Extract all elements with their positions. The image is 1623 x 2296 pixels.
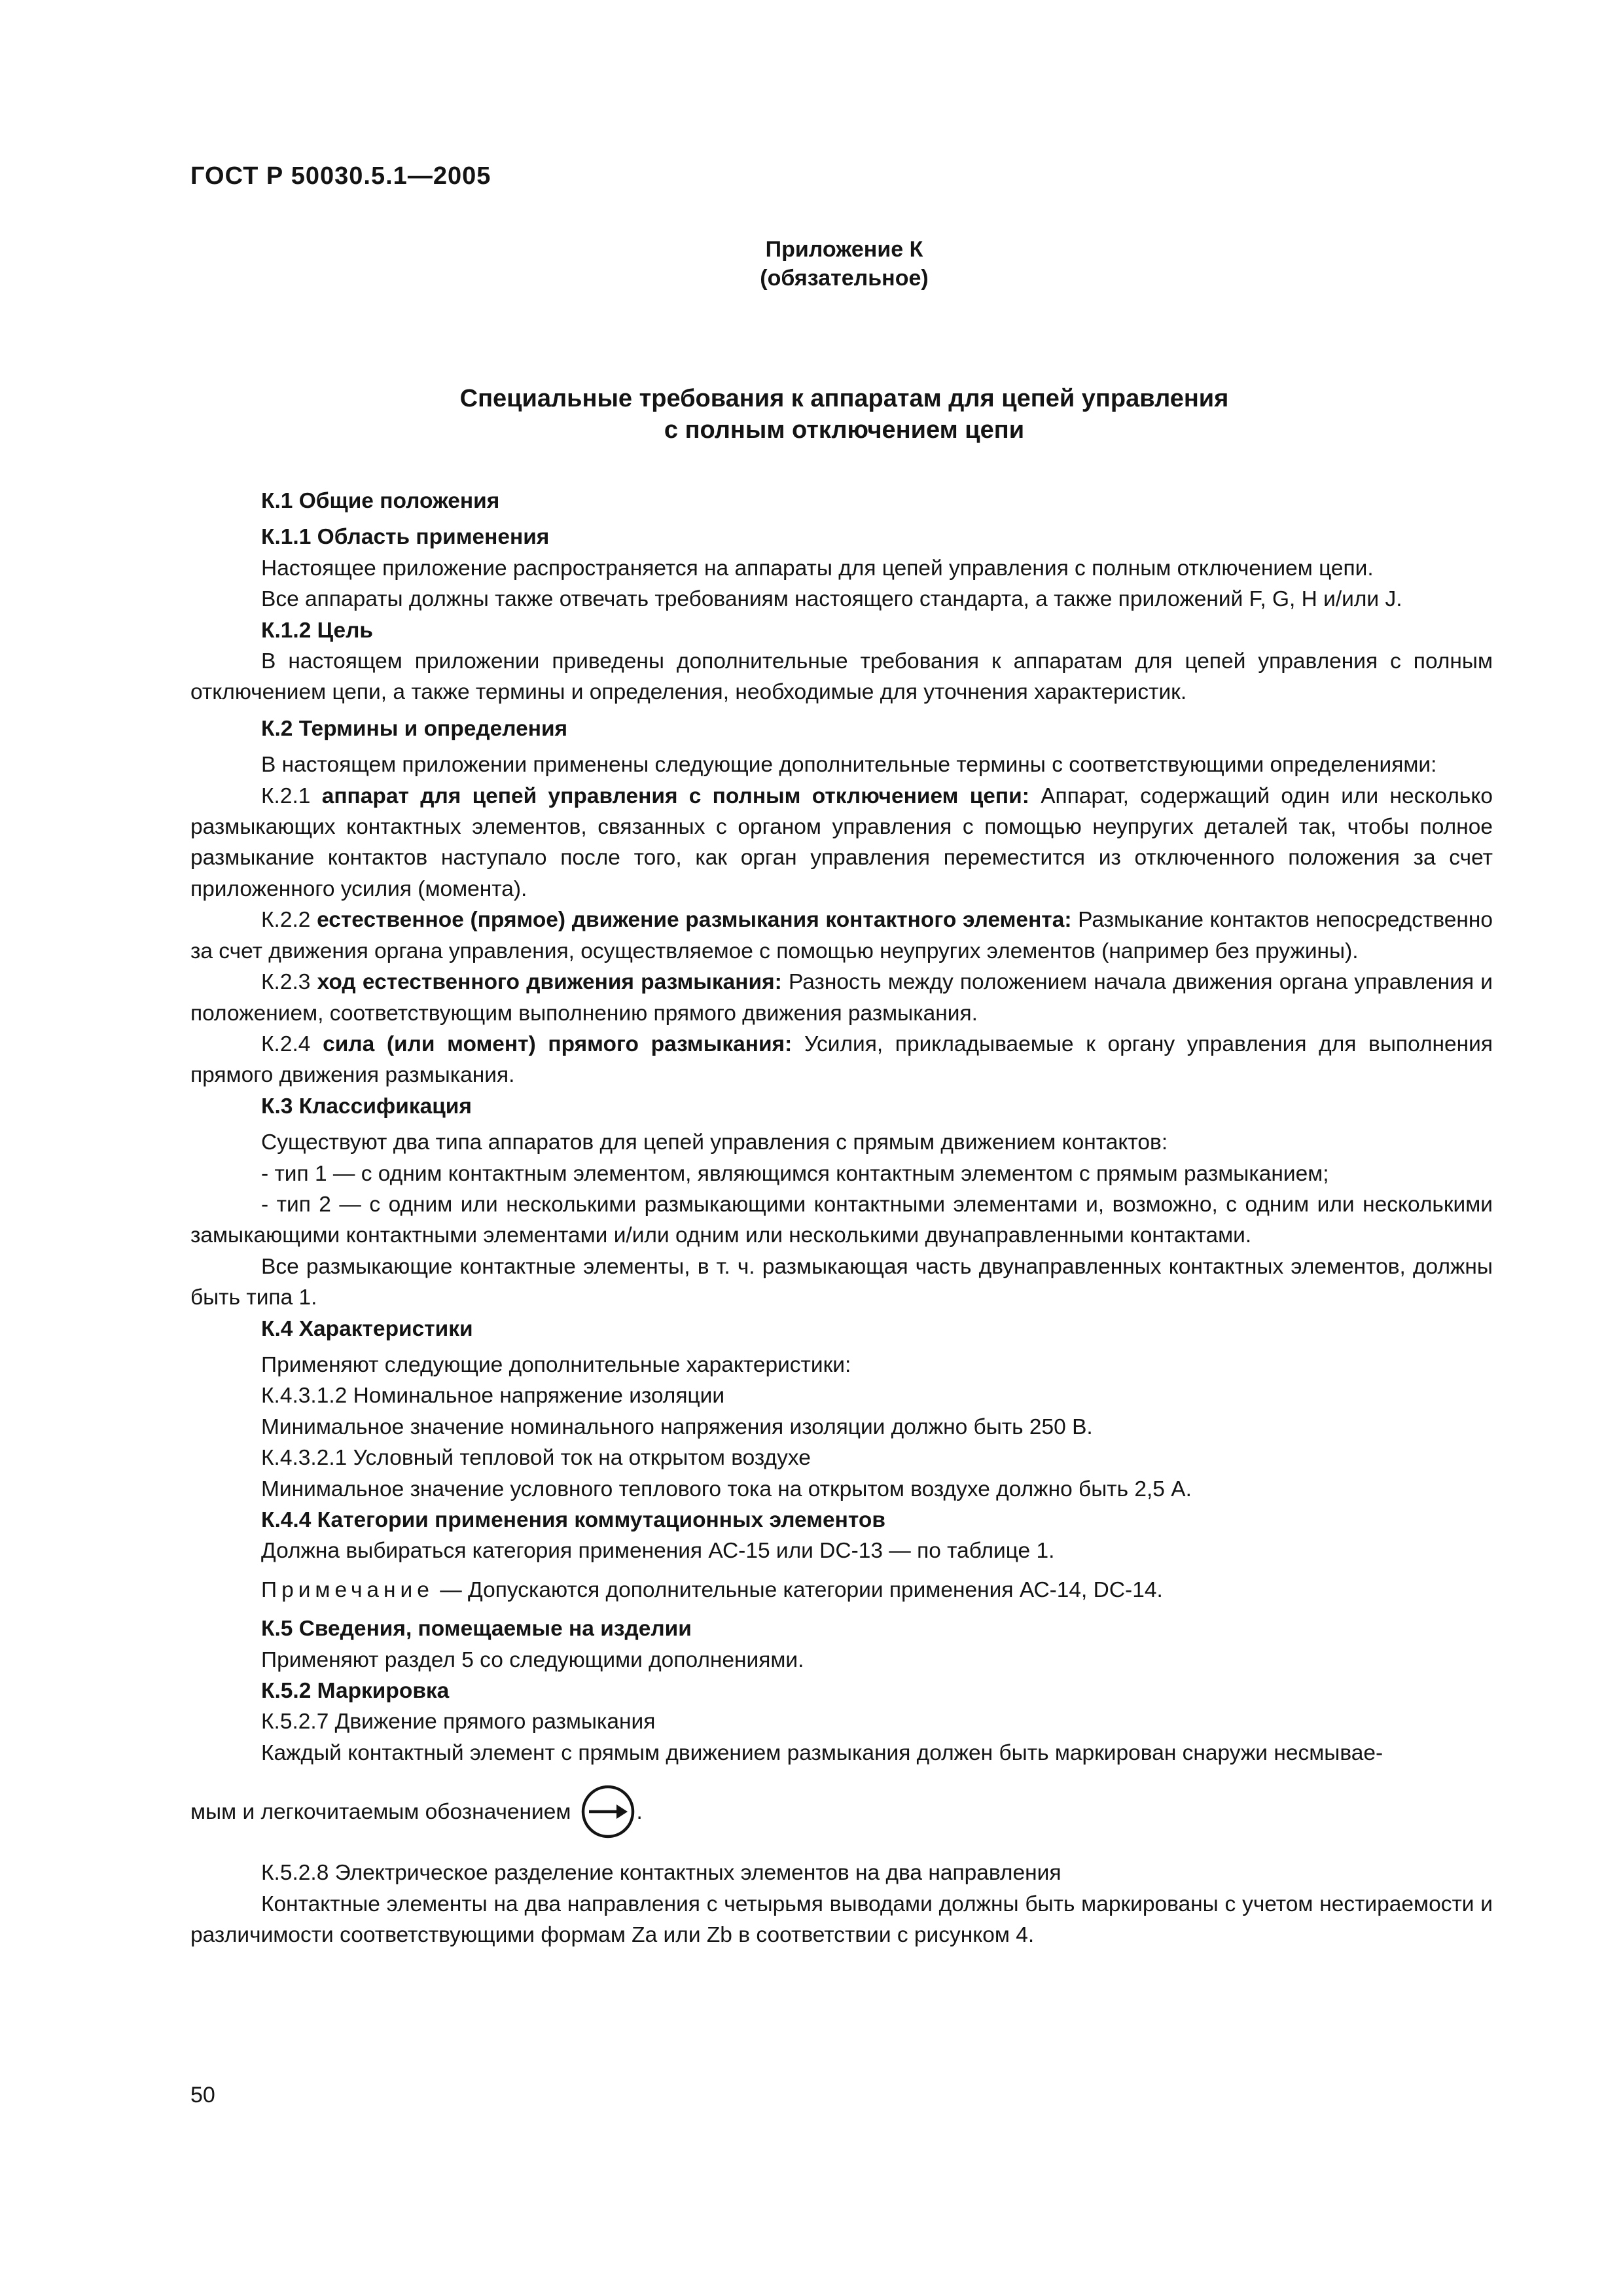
paragraph: Все аппараты должны также отвечать требованиям настоящего стандарта, а также приложений F, G, H и/или J. bbox=[261, 587, 1402, 612]
term-name: сила (или момент) прямого размыкания: bbox=[323, 1031, 793, 1056]
paragraph-end: . bbox=[636, 1799, 643, 1824]
term-name: ход естественного движения размыкания: bbox=[317, 970, 782, 995]
marking-symbol-line bbox=[190, 1771, 1493, 1852]
document-code: ГОСТ Р 50030.5.1—2005 bbox=[190, 162, 491, 190]
subclause-title: К.4.3.2.1 Условный тепловой ток на открытом воздухе bbox=[261, 1446, 811, 1471]
paragraph: Каждый контактный элемент с прямым движением размыкания должен быть маркирован снаружи несмывае- bbox=[261, 1740, 1383, 1765]
page-number: 50 bbox=[190, 2083, 215, 2108]
term-number: К.2.3 bbox=[261, 970, 311, 995]
paragraph: Применяют раздел 5 со следующими дополнениями. bbox=[261, 1647, 804, 1672]
paragraph: В настоящем приложении приведены дополнительные требования к аппаратам для цепей управления с полным отключением цепи, а также термины и определения, необходимые для уточнения характеристик. bbox=[190, 649, 1493, 705]
section-heading-k5: К.5 Сведения, помещаемые на изделии bbox=[261, 1617, 692, 1641]
positive-opening-arrow-icon bbox=[580, 1784, 636, 1840]
term-text: Усилия, прикладываемые к органу управления для выполнения прямого движения размыкания. bbox=[190, 1031, 1493, 1088]
paragraph: В настоящем приложении применены следующие дополнительные термины с соответствующими определениями: bbox=[261, 753, 1437, 778]
term-definition-k2-2 bbox=[190, 905, 1493, 967]
term-definition-k2-4 bbox=[190, 1029, 1493, 1091]
note bbox=[190, 1575, 1493, 1605]
term-text: Разность между положением начала движения органа управления и положением, соответствующим выполнению прямого движения размыкания. bbox=[190, 970, 1493, 1026]
term-number: К.2.1 bbox=[261, 783, 311, 808]
term-text: Размыкание контактов непосредственно за счет движения органа управления, осуществляемое с помощью неупругих элементов (например без пружины). bbox=[190, 908, 1493, 963]
subclause-title: К.5.2.8 Электрическое разделение контактных элементов на два направления bbox=[261, 1861, 1061, 1886]
paragraph: Должна выбираться категория применения АС-15 или DC-13 — по таблице 1. bbox=[261, 1539, 1055, 1564]
list-item: - тип 2 — с одним или несколькими размыкающими контактными элементами и, возможно, с одним или несколькими замыкающими контактными элементами и/или одним или несколькими двунаправленными контактами. bbox=[190, 1192, 1493, 1248]
paragraph: Применяют следующие дополнительные характеристики: bbox=[261, 1352, 851, 1377]
paragraph: Настоящее приложение распространяется на аппараты для цепей управления с полным отключением цепи. bbox=[261, 556, 1374, 581]
note-label: Примечание bbox=[261, 1577, 434, 1602]
list-item: - тип 1 — с одним контактным элементом, являющимся контактным элементом с прямым размыканием; bbox=[261, 1161, 1329, 1186]
section-heading-k2: К.2 Термины и определения bbox=[261, 716, 568, 741]
document-title-line-1: Специальные требования к аппаратам для цепей управления bbox=[459, 385, 1229, 412]
term-definition-k2-1 bbox=[190, 781, 1493, 905]
document-title-line-2: с полным отключением цепи bbox=[664, 416, 1025, 444]
paragraph: Все размыкающие контактные элементы, в т. ч. размыкающая часть двунаправленных контактных элементов, должны быть типа 1. bbox=[190, 1254, 1493, 1310]
paragraph: Существуют два типа аппаратов для цепей управления с прямым движением контактов: bbox=[261, 1130, 1168, 1155]
paragraph: Минимальное значение номинального напряжения изоляции должно быть 250 В. bbox=[261, 1414, 1093, 1439]
term-number: К.2.2 bbox=[261, 908, 311, 933]
section-heading-k1: К.1 Общие положения bbox=[261, 489, 500, 513]
term-definition-k2-3 bbox=[190, 967, 1493, 1029]
paragraph: Минимальное значение условного теплового тока на открытом воздухе должно быть 2,5 А. bbox=[261, 1477, 1192, 1501]
subclause-title: К.4.3.1.2 Номинальное напряжение изоляции bbox=[261, 1384, 725, 1408]
subclause-title: К.5.2.7 Движение прямого размыкания bbox=[261, 1710, 656, 1734]
section-heading-k4-4: К.4.4 Категории применения коммутационных элементов bbox=[261, 1508, 885, 1532]
term-name: естественное (прямое) движение размыкания контактного элемента: bbox=[317, 908, 1072, 933]
appendix-status: (обязательное) bbox=[760, 266, 929, 291]
term-name: аппарат для цепей управления с полным отключением цепи: bbox=[321, 783, 1029, 808]
term-text: Аппарат, содержащий один или несколько размыкающих контактных элементов, связанных с органом управления с помощью неупругих деталей так, чтобы полное размыкание контактов наступало после того, как орган управления переместится из отключенного положения за счет приложенного усилия (момента). bbox=[190, 783, 1493, 901]
section-heading-k4: К.4 Характеристики bbox=[261, 1316, 473, 1341]
section-heading-k1-2: К.1.2 Цель bbox=[261, 618, 374, 643]
appendix-title: Приложение К bbox=[765, 237, 923, 262]
paragraph: мым и легкочитаемым обозначением bbox=[190, 1799, 571, 1824]
paragraph: Контактные элементы на два направления с четырьмя выводами должны быть маркированы с учетом нестираемости и различимости соответствующими формам Za или Zb в соответствии с рисунком 4. bbox=[190, 1892, 1493, 1948]
term-number: К.2.4 bbox=[261, 1031, 311, 1056]
document-body bbox=[190, 486, 1493, 1950]
section-heading-k5-2: К.5.2 Маркировка bbox=[261, 1679, 450, 1704]
section-heading-k3: К.3 Классификация bbox=[261, 1094, 472, 1119]
section-heading-k1-1: К.1.1 Область применения bbox=[261, 525, 550, 550]
note-text: — Допускаются дополнительные категории применения АС-14, DC-14. bbox=[433, 1577, 1163, 1602]
